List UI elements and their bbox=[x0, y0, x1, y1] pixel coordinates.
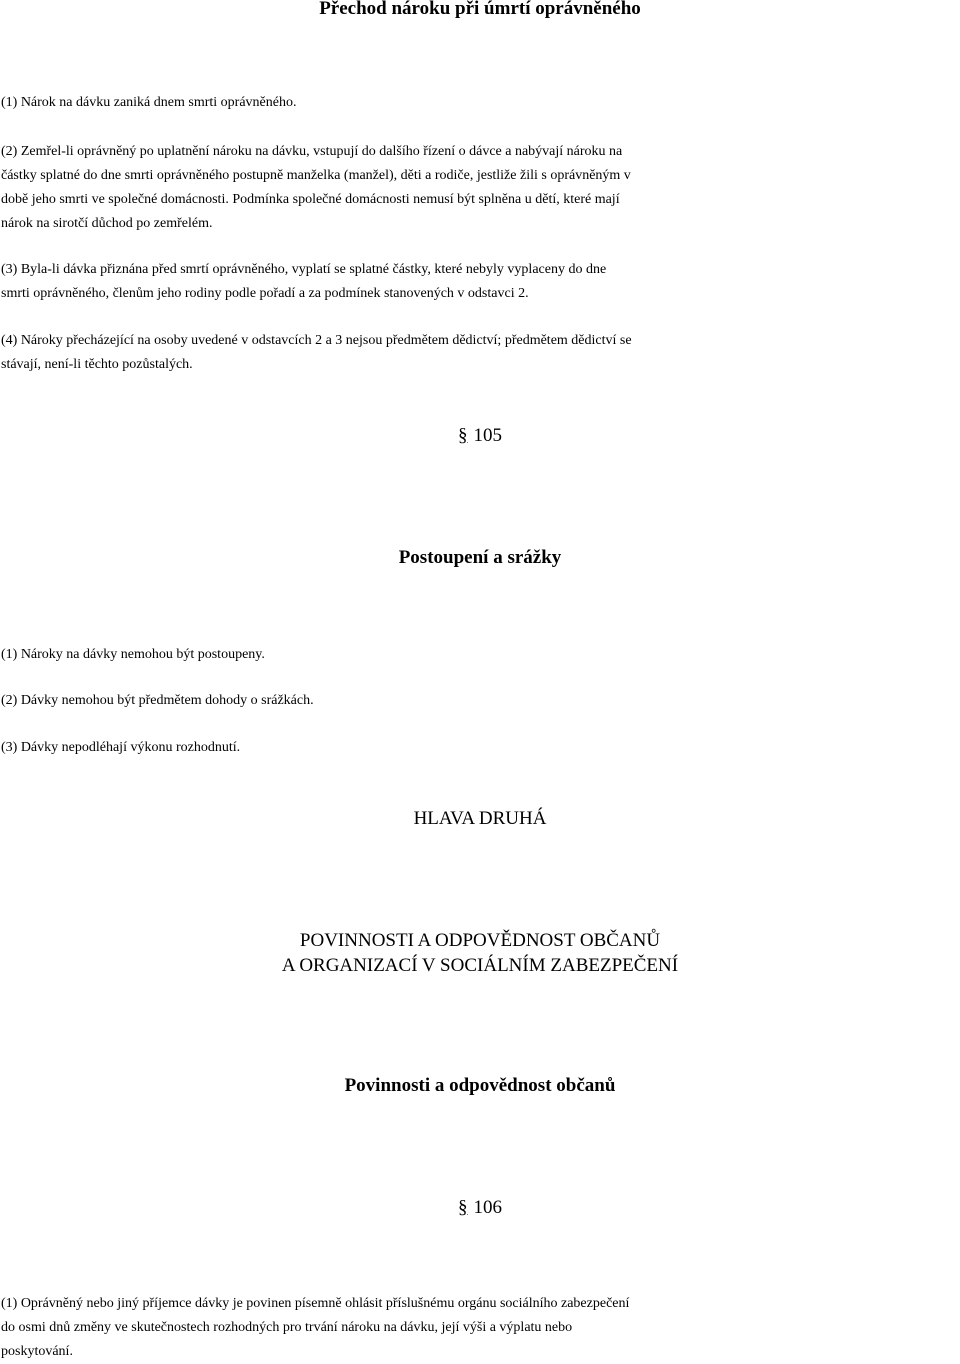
section-106-paragraph-1-line-1: (1) Oprávněný nebo jiný příjemce dávky je povinen písemně ohlásit příslušnému orgánu sociálního zabezpečení bbox=[1, 1296, 630, 1311]
section-105-paragraph-3 bbox=[1, 736, 959, 760]
paragraph-1 bbox=[1, 91, 959, 115]
paragraph-4-line-2: stávají, není-li těchto pozůstalých. bbox=[1, 357, 193, 372]
section-105-paragraph-2 bbox=[1, 689, 959, 713]
section-symbol: § bbox=[458, 1197, 468, 1218]
section-106-paragraph-1-line-3: poskytování. bbox=[1, 1344, 73, 1359]
heading-prechod-naroku: Přechod nároku při úmrtí oprávněného bbox=[319, 0, 641, 19]
section-symbol: § bbox=[458, 425, 468, 446]
paragraph-2-line-3: době jeho smrti ve společné domácnosti. Podmínka společné domácnosti nemusí být splněna u dětí, které mají bbox=[1, 192, 620, 207]
section-105-paragraph-2-line: (2) Dávky nemohou být předmětem dohody o srážkách. bbox=[1, 693, 314, 708]
heading-hlava-title-line-1: POVINNOSTI A ODPOVĚDNOST OBČANŮ bbox=[299, 930, 661, 951]
paragraph-1-line: (1) Nárok na dávku zaniká dnem smrti oprávněného. bbox=[1, 95, 297, 110]
paragraph-4 bbox=[1, 329, 959, 377]
paragraph-2 bbox=[1, 140, 959, 236]
section-number: 106 bbox=[473, 1197, 502, 1218]
paragraph-3-line-2: smrti oprávněného, členům jeho rodiny podle pořadí a za podmínek stanovených v odstavci 2. bbox=[1, 286, 529, 301]
heading-hlava-title-line-2: A ORGANIZACÍ V SOCIÁLNÍM ZABEZPEČENÍ bbox=[281, 955, 679, 976]
section-106-paragraph-1 bbox=[1, 1292, 959, 1364]
heading-hlava-druha: HLAVA DRUHÁ bbox=[413, 808, 547, 829]
paragraph-2-line-2: částky splatné do dne smrti oprávněného postupně manželka (manžel), děti a rodiče, jestliže žili s oprávněným v bbox=[1, 168, 631, 183]
section-106-paragraph-1-line-2: do osmi dnů změny ve skutečnostech rozhodných pro trvání nároku na dávku, její výši a výplatu nebo bbox=[1, 1320, 573, 1335]
paragraph-3 bbox=[1, 258, 959, 306]
paragraph-2-line-1: (2) Zemřel-li oprávněný po uplatnění nároku na dávku, vstupují do dalšího řízení o dávce a nabývají nároku na bbox=[1, 144, 623, 159]
section-number: 105 bbox=[473, 425, 502, 446]
section-106-number bbox=[0, 1196, 960, 1220]
paragraph-4-line-1: (4) Nároky přecházející na osoby uvedené v odstavcích 2 a 3 nejsou předmětem dědictví; předmětem dědictví se bbox=[1, 333, 632, 348]
heading-postoupeni-a-srazky: Postoupení a srážky bbox=[398, 547, 562, 568]
section-105-paragraph-1-line: (1) Nároky na dávky nemohou být postoupeny. bbox=[1, 647, 265, 662]
paragraph-3-line-1: (3) Byla-li dávka přiznána před smrtí oprávněného, vyplatí se splatné částky, které nebyly vyplaceny do dne bbox=[1, 262, 607, 277]
section-105-number bbox=[0, 424, 960, 448]
section-105-paragraph-3-line: (3) Dávky nepodléhají výkonu rozhodnutí. bbox=[1, 740, 241, 755]
section-105-paragraph-1 bbox=[1, 643, 959, 667]
heading-povinnosti-a-odpovednost: Povinnosti a odpovědnost občanů bbox=[344, 1075, 616, 1096]
paragraph-2-line-4: nárok na sirotčí důchod po zemřelém. bbox=[1, 216, 213, 231]
